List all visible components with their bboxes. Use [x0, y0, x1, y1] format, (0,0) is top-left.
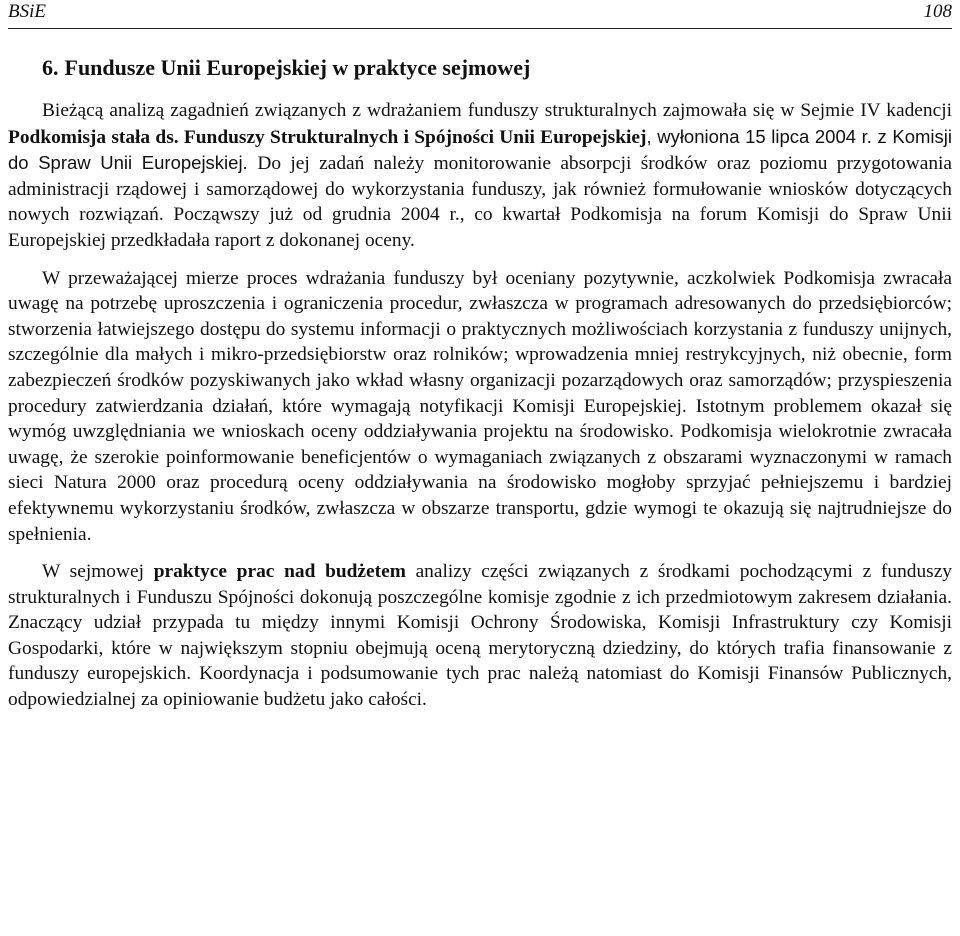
page-content — [8, 53, 952, 713]
paragraph1-formation: , wyłoniona 15 lipca 2004 r. z Komisji do Spraw Unii Europejskiej. — [8, 125, 952, 174]
paragraph-assessment: W przeważającej mierze proces wdrażania funduszy był oceniany pozytywnie, aczkolwiek Podkomisja zwracała uwagę na potrzebę uproszczenia i ograniczenia procedur, zwłaszcza w programach adresowanych do przedsiębiorców; stworzenia łatwiejszego dostępu do systemu informacji o praktycznych możliwościach korzystania z funduszy unijnych, szczególnie dla małych i mikro-przedsiębiorstw oraz rolników; wprowadzenia mniej restrykcyjnych, niż obecnie, form zabezpieczeń środków pozyskiwanych jako wkład własny organizacji pozarządowych oraz samorządów; przyspieszenia procedury zatwierdzania działań, które wymagają notyfikacji Komisji Europejskiej. Istotnym problemem okazał się wymóg uwzględniania we wnioskach oceny oddziaływania projektu na środowisko. Podkomisja wielokrotnie zwracała uwagę, że szerokie poinformowanie beneficjentów o wymaganiach związanych z obszarami wyznaczonymi w ramach sieci Natura 2000 oraz procedurą oceny oddziaływania na środowisko mogłoby sprzyjać pełniejszemu i bardziej efektywnemu wykorzystaniu środków, zwłaszcza w obszarze transportu, gdzie wymogi te okazują się najtrudniejsze do spełnienia. — [8, 267, 952, 545]
paragraph1-intro: Bieżącą analizą zagadnień związanych z wdrażaniem funduszy strukturalnych zajmowała się w Sejmie IV kadencji — [42, 100, 952, 121]
paragraph3-intro: W sejmowej — [42, 561, 154, 583]
paragraph1-tasks: Do jej zadań należy monitorowanie absorpcji środków oraz poziomu przygotowania administracji rządowej i samorządowej do wykorzystania funduszy, jak również formułowanie wniosków dotyczących nowych rozwiązań. Począwszy już od grudnia 2004 r., co kwartał Podkomisja na forum Komisji do Spraw Unii Europejskiej przedkładała raport z dokonanej oceny. — [8, 153, 953, 251]
page-number: 108 — [923, 1, 952, 22]
running-header — [8, 0, 952, 29]
paragraph3-body: analizy części związanych z środkami pochodzącymi z funduszy strukturalnych i Funduszu Spójności dokonują poszczególne komisje zgodnie z ich przedmiotowym zakresem działania. Znaczący udział przypada tu między innymi Komisji Ochrony Środowiska, Komisji Infrastruktury czy Komisji Gospodarki, które w największym stopniu obejmują oceną merytoryczną dziedziny, do których trafia finansowanie z funduszy europejskich. Koordynacja i podsumowanie tych prac należą natomiast do Komisji Finansów Publicznych, odpowiedzialnej za opiniowanie budżetu jako całości. — [8, 561, 952, 711]
journal-abbreviation: BSiE — [8, 1, 46, 22]
section-number: 6. — [42, 55, 59, 80]
subcommittee-name: Podkomisja stała ds. Funduszy Strukturalnych i Spójności Unii Europejskiej — [8, 126, 647, 148]
paragraph-budget-practice — [8, 559, 952, 713]
section-heading — [42, 53, 952, 83]
budget-practice-phrase: praktyce prac nad budżetem — [153, 561, 406, 583]
paragraph-subcommittee — [8, 98, 952, 254]
section-title: Fundusze Unii Europejskiej w praktyce sejmowej — [64, 55, 531, 80]
